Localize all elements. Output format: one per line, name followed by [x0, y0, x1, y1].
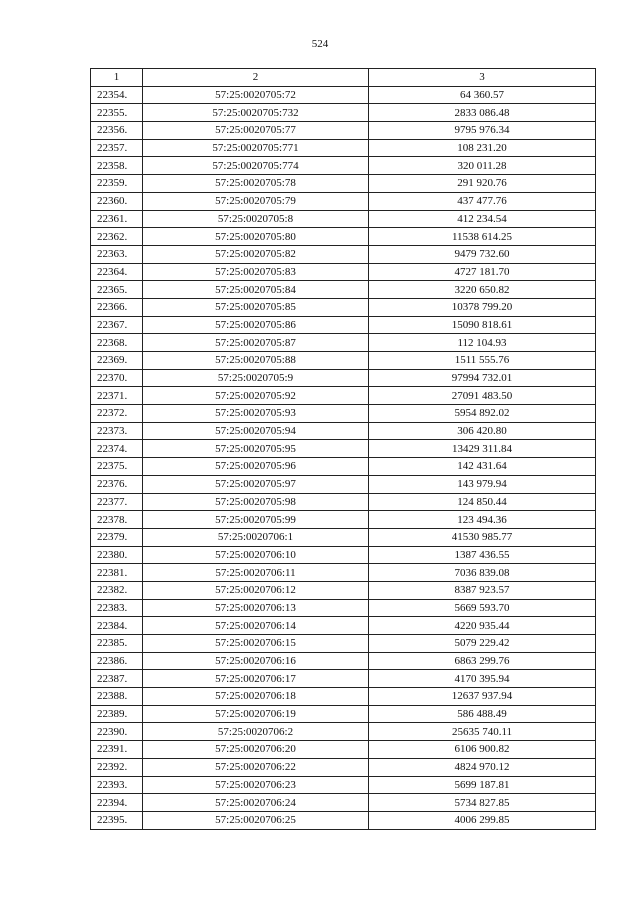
cadastral-number-cell: 57:25:0020705:771	[143, 139, 369, 157]
cadastral-value-cell: 8387 923.57	[369, 581, 596, 599]
table-row	[91, 581, 596, 599]
row-number-cell: 22369.	[91, 352, 143, 370]
cadastral-value-table	[90, 68, 596, 830]
row-number-cell: 22372.	[91, 405, 143, 423]
cadastral-value-cell: 13429 311.84	[369, 440, 596, 458]
table-row	[91, 511, 596, 529]
row-number-cell: 22371.	[91, 387, 143, 405]
row-number-cell: 22363.	[91, 245, 143, 263]
cadastral-number-cell: 57:25:0020705:93	[143, 405, 369, 423]
cadastral-value-cell: 2833 086.48	[369, 104, 596, 122]
table-row	[91, 122, 596, 140]
table-row	[91, 458, 596, 476]
cadastral-value-cell: 1387 436.55	[369, 546, 596, 564]
cadastral-number-cell: 57:25:0020706:15	[143, 635, 369, 653]
cadastral-number-cell: 57:25:0020705:9	[143, 369, 369, 387]
cadastral-number-cell: 57:25:0020705:774	[143, 157, 369, 175]
table-row	[91, 405, 596, 423]
row-number-cell: 22380.	[91, 546, 143, 564]
row-number-cell: 22381.	[91, 564, 143, 582]
cadastral-value-cell: 12637 937.94	[369, 688, 596, 706]
table-row	[91, 635, 596, 653]
row-number-cell: 22364.	[91, 263, 143, 281]
page-number: 524	[311, 38, 329, 50]
cadastral-number-cell: 57:25:0020705:77	[143, 122, 369, 140]
table-row	[91, 316, 596, 334]
cadastral-number-cell: 57:25:0020706:18	[143, 688, 369, 706]
cadastral-number-cell: 57:25:0020705:96	[143, 458, 369, 476]
row-number-cell: 22387.	[91, 670, 143, 688]
table-row	[91, 86, 596, 104]
cadastral-number-cell: 57:25:0020706:22	[143, 758, 369, 776]
cadastral-value-cell: 9479 732.60	[369, 245, 596, 263]
table-row	[91, 263, 596, 281]
row-number-cell: 22360.	[91, 192, 143, 210]
cadastral-value-cell: 9795 976.34	[369, 122, 596, 140]
table-row	[91, 281, 596, 299]
row-number-cell: 22359.	[91, 175, 143, 193]
table-row	[91, 245, 596, 263]
row-number-cell: 22361.	[91, 210, 143, 228]
cadastral-number-cell: 57:25:0020706:24	[143, 794, 369, 812]
cadastral-value-cell: 15090 818.61	[369, 316, 596, 334]
cadastral-value-cell: 124 850.44	[369, 493, 596, 511]
header-col-1: 1	[91, 69, 143, 87]
table-row	[91, 298, 596, 316]
row-number-cell: 22379.	[91, 528, 143, 546]
cadastral-value-cell: 5699 187.81	[369, 776, 596, 794]
cadastral-number-cell: 57:25:0020705:87	[143, 334, 369, 352]
cadastral-value-cell: 97994 732.01	[369, 369, 596, 387]
cadastral-value-cell: 4170 395.94	[369, 670, 596, 688]
table-row	[91, 776, 596, 794]
table-row	[91, 546, 596, 564]
table-body	[91, 86, 596, 829]
cadastral-value-cell: 25635 740.11	[369, 723, 596, 741]
cadastral-value-cell: 123 494.36	[369, 511, 596, 529]
cadastral-number-cell: 57:25:0020705:98	[143, 493, 369, 511]
cadastral-value-cell: 5954 892.02	[369, 405, 596, 423]
cadastral-value-cell: 112 104.93	[369, 334, 596, 352]
table-row	[91, 528, 596, 546]
row-number-cell: 22356.	[91, 122, 143, 140]
cadastral-value-cell: 1511 555.76	[369, 352, 596, 370]
table-row	[91, 334, 596, 352]
cadastral-number-cell: 57:25:0020705:92	[143, 387, 369, 405]
cadastral-value-cell: 6106 900.82	[369, 741, 596, 759]
table-row	[91, 493, 596, 511]
row-number-cell: 22384.	[91, 617, 143, 635]
row-number-cell: 22373.	[91, 422, 143, 440]
cadastral-number-cell: 57:25:0020705:84	[143, 281, 369, 299]
table-row	[91, 723, 596, 741]
header-row	[91, 69, 596, 87]
cadastral-number-cell: 57:25:0020705:95	[143, 440, 369, 458]
cadastral-number-cell: 57:25:0020705:78	[143, 175, 369, 193]
cadastral-value-cell: 5734 827.85	[369, 794, 596, 812]
row-number-cell: 22385.	[91, 635, 143, 653]
cadastral-number-cell: 57:25:0020705:80	[143, 228, 369, 246]
table-row	[91, 705, 596, 723]
cadastral-value-cell: 143 979.94	[369, 475, 596, 493]
row-number-cell: 22388.	[91, 688, 143, 706]
row-number-cell: 22375.	[91, 458, 143, 476]
cadastral-number-cell: 57:25:0020705:94	[143, 422, 369, 440]
cadastral-value-cell: 64 360.57	[369, 86, 596, 104]
cadastral-value-cell: 291 920.76	[369, 175, 596, 193]
cadastral-number-cell: 57:25:0020705:99	[143, 511, 369, 529]
table-header	[91, 69, 596, 87]
cadastral-number-cell: 57:25:0020705:8	[143, 210, 369, 228]
table-row	[91, 157, 596, 175]
table-row	[91, 352, 596, 370]
cadastral-number-cell: 57:25:0020706:20	[143, 741, 369, 759]
row-number-cell: 22391.	[91, 741, 143, 759]
row-number-cell: 22355.	[91, 104, 143, 122]
cadastral-value-cell: 306 420.80	[369, 422, 596, 440]
cadastral-number-cell: 57:25:0020705:86	[143, 316, 369, 334]
cadastral-value-cell: 3220 650.82	[369, 281, 596, 299]
table-row	[91, 387, 596, 405]
row-number-cell: 22393.	[91, 776, 143, 794]
cadastral-value-cell: 41530 985.77	[369, 528, 596, 546]
row-number-cell: 22378.	[91, 511, 143, 529]
row-number-cell: 22362.	[91, 228, 143, 246]
table-row	[91, 369, 596, 387]
row-number-cell: 22358.	[91, 157, 143, 175]
row-number-cell: 22390.	[91, 723, 143, 741]
table-row	[91, 440, 596, 458]
row-number-cell: 22370.	[91, 369, 143, 387]
row-number-cell: 22354.	[91, 86, 143, 104]
header-col-3: 3	[369, 69, 596, 87]
cadastral-value-cell: 437 477.76	[369, 192, 596, 210]
row-number-cell: 22374.	[91, 440, 143, 458]
row-number-cell: 22365.	[91, 281, 143, 299]
table-row	[91, 617, 596, 635]
row-number-cell: 22367.	[91, 316, 143, 334]
table-row	[91, 599, 596, 617]
cadastral-value-cell: 5079 229.42	[369, 635, 596, 653]
cadastral-number-cell: 57:25:0020706:11	[143, 564, 369, 582]
cadastral-number-cell: 57:25:0020706:12	[143, 581, 369, 599]
cadastral-number-cell: 57:25:0020706:25	[143, 811, 369, 829]
table-row	[91, 564, 596, 582]
cadastral-value-cell: 11538 614.25	[369, 228, 596, 246]
row-number-cell: 22366.	[91, 298, 143, 316]
row-number-cell: 22395.	[91, 811, 143, 829]
cadastral-number-cell: 57:25:0020705:88	[143, 352, 369, 370]
row-number-cell: 22357.	[91, 139, 143, 157]
table-row	[91, 139, 596, 157]
cadastral-number-cell: 57:25:0020705:97	[143, 475, 369, 493]
table-row	[91, 228, 596, 246]
row-number-cell: 22389.	[91, 705, 143, 723]
table-row	[91, 741, 596, 759]
table-row	[91, 192, 596, 210]
table-row	[91, 210, 596, 228]
cadastral-number-cell: 57:25:0020705:79	[143, 192, 369, 210]
cadastral-value-cell: 7036 839.08	[369, 564, 596, 582]
cadastral-number-cell: 57:25:0020705:72	[143, 86, 369, 104]
cadastral-number-cell: 57:25:0020706:16	[143, 652, 369, 670]
row-number-cell: 22386.	[91, 652, 143, 670]
cadastral-number-cell: 57:25:0020705:82	[143, 245, 369, 263]
table-row	[91, 652, 596, 670]
cadastral-value-cell: 4220 935.44	[369, 617, 596, 635]
cadastral-number-cell: 57:25:0020705:732	[143, 104, 369, 122]
table-row	[91, 811, 596, 829]
cadastral-value-cell: 586 488.49	[369, 705, 596, 723]
row-number-cell: 22392.	[91, 758, 143, 776]
row-number-cell: 22383.	[91, 599, 143, 617]
cadastral-number-cell: 57:25:0020706:23	[143, 776, 369, 794]
cadastral-value-cell: 4006 299.85	[369, 811, 596, 829]
row-number-cell: 22394.	[91, 794, 143, 812]
cadastral-number-cell: 57:25:0020706:10	[143, 546, 369, 564]
table-row	[91, 475, 596, 493]
table-row	[91, 794, 596, 812]
cadastral-value-cell: 320 011.28	[369, 157, 596, 175]
cadastral-number-cell: 57:25:0020706:17	[143, 670, 369, 688]
cadastral-value-cell: 27091 483.50	[369, 387, 596, 405]
cadastral-number-cell: 57:25:0020706:1	[143, 528, 369, 546]
cadastral-value-cell: 4824 970.12	[369, 758, 596, 776]
cadastral-value-cell: 5669 593.70	[369, 599, 596, 617]
cadastral-value-cell: 142 431.64	[369, 458, 596, 476]
cadastral-value-cell: 108 231.20	[369, 139, 596, 157]
table-row	[91, 670, 596, 688]
table-row	[91, 104, 596, 122]
header-col-2: 2	[143, 69, 369, 87]
cadastral-value-cell: 4727 181.70	[369, 263, 596, 281]
cadastral-number-cell: 57:25:0020706:2	[143, 723, 369, 741]
cadastral-value-cell: 412 234.54	[369, 210, 596, 228]
row-number-cell: 22382.	[91, 581, 143, 599]
cadastral-number-cell: 57:25:0020706:19	[143, 705, 369, 723]
table-row	[91, 422, 596, 440]
table-row	[91, 688, 596, 706]
table-row	[91, 758, 596, 776]
table-row	[91, 175, 596, 193]
cadastral-value-cell: 6863 299.76	[369, 652, 596, 670]
cadastral-value-cell: 10378 799.20	[369, 298, 596, 316]
row-number-cell: 22368.	[91, 334, 143, 352]
row-number-cell: 22377.	[91, 493, 143, 511]
row-number-cell: 22376.	[91, 475, 143, 493]
cadastral-number-cell: 57:25:0020705:85	[143, 298, 369, 316]
cadastral-number-cell: 57:25:0020706:14	[143, 617, 369, 635]
cadastral-number-cell: 57:25:0020705:83	[143, 263, 369, 281]
cadastral-number-cell: 57:25:0020706:13	[143, 599, 369, 617]
